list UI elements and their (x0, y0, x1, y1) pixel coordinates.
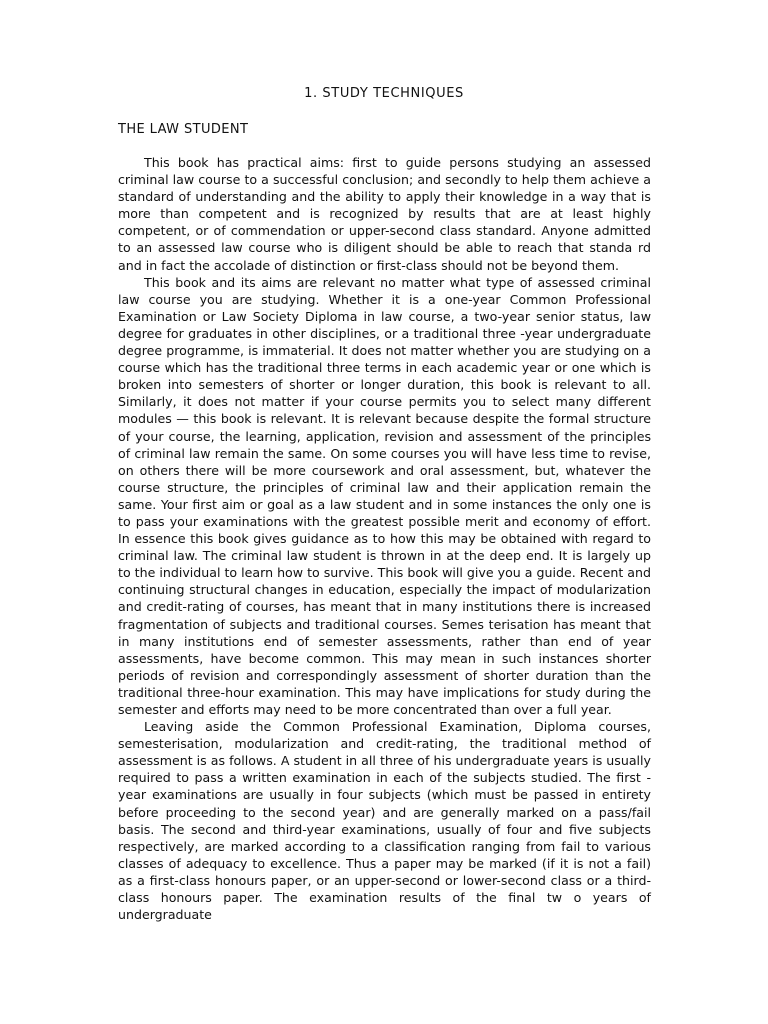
paragraph-intro: This book has practical aims: first to guide persons studying an assessed criminal law course to a successful conclusion; and secondly to help them achieve a standard of understanding and the ability to apply their knowledge in a way that is more than competent and is recognized by results that are at least highly competent, or of commendation or upper-second class standard. Anyone admitted to an assessed law course who is diligent should be able to reach that standa rd and in fact the accolade of distinction or first-class should not be beyond them. (118, 155, 651, 273)
section-heading: THE LAW STUDENT (118, 122, 249, 137)
paragraph-assessment: Leaving aside the Common Professional Examination, Diploma courses, semesterisation, modularization and credit-rating, the traditional method of assessment is as follows. A student in all three of his undergraduate years is usually required to pass a written examination in each of the subjects studied. The first -year examinations are usually in four subjects (which must be passed in entirety before proceeding to the second year) and are generally marked on a pass/fail basis. The second and third-year examinations, usually of four and five subjects respectively, are marked according to a classification ranging from fail to various classes of adequacy to excellence. Thus a paper may be marked (if it is not a fail) as a first-class honours paper, or an upper-second or lower-second class or a third-class honours paper. The examination results of the final tw o years of undergraduate (118, 719, 651, 923)
chapter-heading: 1. STUDY TECHNIQUES (304, 86, 464, 101)
body-text (118, 154, 651, 923)
paragraph-relevance: This book and its aims are relevant no matter what type of assessed criminal law course you are studying. Whether it is a one-year Common Professional Examination or Law Society Diploma in law course, a two-year senior status, law degree for graduates in other disciplines, or a traditional three -year undergraduate degree programme, is immaterial. It does not matter whether you are studying on a course which has the traditional three terms in each academic year or one which is broken into semesters of shorter or longer duration, this book is relevant to all. Similarly, it does not matter if your course permits you to select many different modules — this book is relevant. It is relevant because despite the formal structure of your course, the learning, application, revision and assessment of the principles of criminal law remain the same. On some courses you will have less time to revise, on others there will be more coursework and oral assessment, but, whatever the course structure, the principles of criminal law and their application remain the same. Your first aim or goal as a law student and in some instances the only one is to pass your examinations with the greatest possible merit and economy of effort. In essence this book gives guidance as to how this may be obtained with regard to criminal law. The criminal law student is thrown in at the deep end. It is largely up to the individual to learn how to survive. This book will give you a guide. Recent and continuing structural changes in education, especially the impact of modularization and credit-rating of courses, has meant that in many institutions there is increased fragmentation of subjects and traditional courses. Semes terisation has meant that in many institutions end of semester assessments, rather than end of year assessments, have become common. This may mean in such instances shorter periods of revision and correspondingly assessment of shorter duration than the traditional three-hour examination. This may have implications for study during the semester and efforts may need to be more concentrated than over a full year. (118, 274, 651, 717)
